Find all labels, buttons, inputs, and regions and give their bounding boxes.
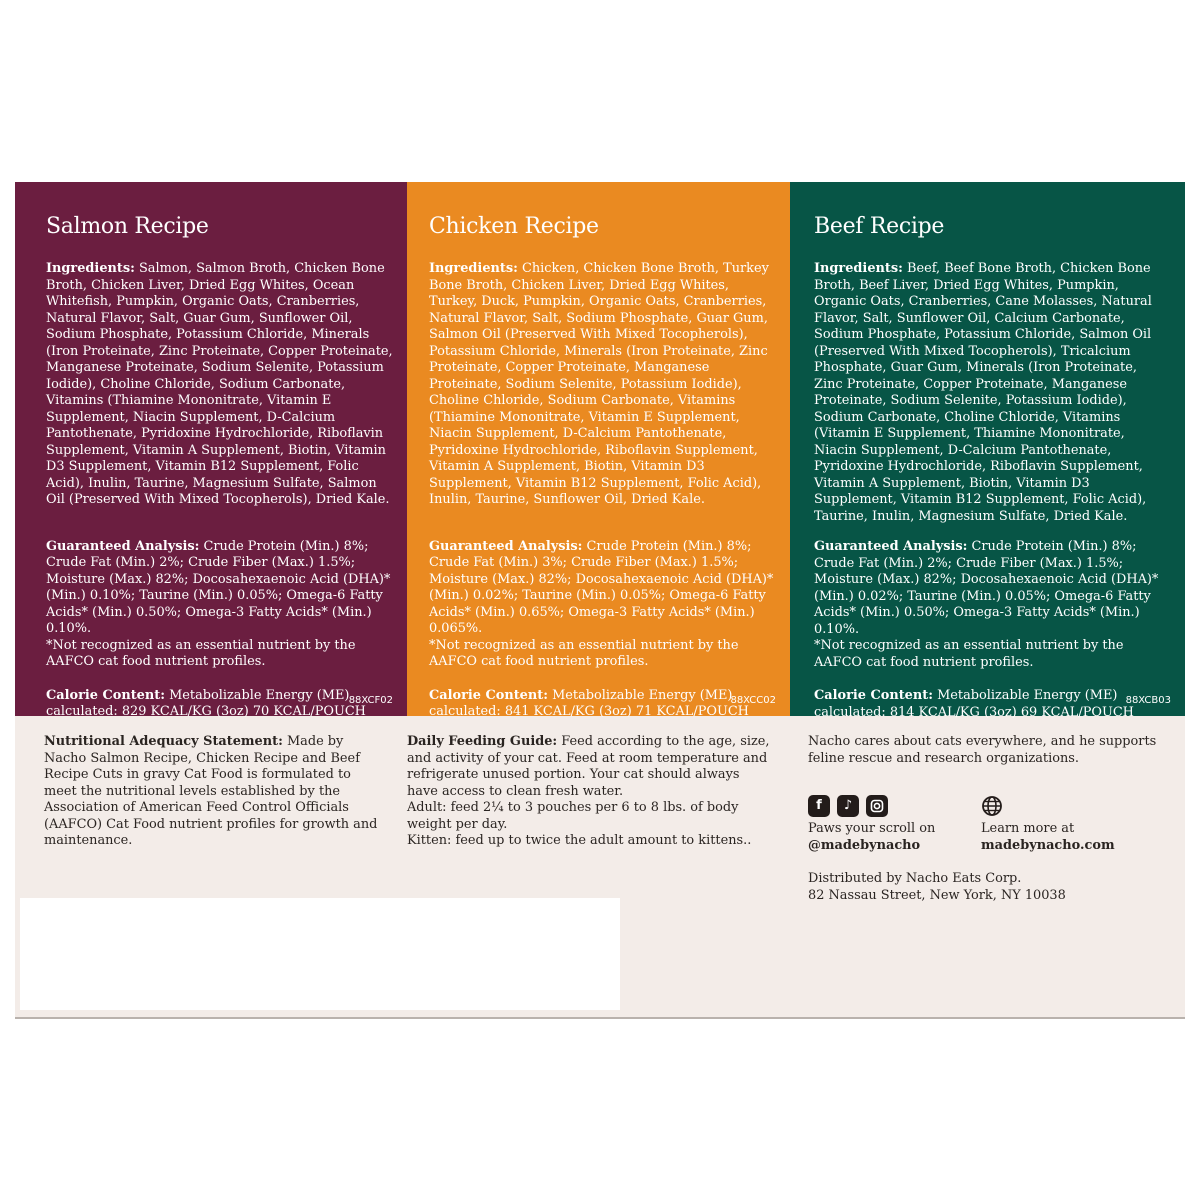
globe-icon xyxy=(981,795,1003,817)
ingredients xyxy=(46,261,393,509)
ingredients-label: Ingredients: xyxy=(814,261,903,276)
analysis-text: Crude Protein (Min.) 8%; Crude Fat (Min.) 2%; Crude Fiber (Max.) 1.5%; Moisture (Max.) 82%; Docosahexaenoic Acid (DHA)* (Min.) 0.02%; Taurine (Min.) 0.05%; Omega-6 Fatty Acids* (Min.) 0.50%; Omega-3 Fatty Acids* (Min.) 0.10%. xyxy=(814,539,1159,637)
aafco-note: *Not recognized as an essential nutrient by the AAFCO cat food nutrient profiles. xyxy=(46,637,356,669)
instagram-icon[interactable] xyxy=(866,795,888,817)
guaranteed-analysis xyxy=(46,539,393,638)
analysis-label: Guaranteed Analysis: xyxy=(814,539,968,554)
calorie-label: Calorie Content: xyxy=(814,688,933,703)
ingredients-text: Beef, Beef Bone Broth, Chicken Bone Broth, Beef Liver, Dried Egg Whites, Pumpkin, Organic Oats, Cranberries, Cane Molasses, Natural Flavor, Salt, Sunflower Oil, Calcium Carbonate, Sodium Phosphate, Potassium Chloride, Salmon Oil (Preserved With Mixed Tocopherols), Tricalcium Phosphate, Guar Gum, Minerals (Iron Proteinate, Zinc Proteinate, Copper Proteinate, Manganese Proteinate, Sodium Selenite, Potassium Iodide), Sodium Carbonate, Choline Chloride, Vitamins (Vitamin E Supplement, Thiamine Mononitrate, Niacin Supplement, D-Calcium Pantothenate, Pyridoxine Hydrochloride, Riboflavin Supplement, Vitamin A Supplement, Biotin, Vitamin D3 Supplement, Vitamin B12 Supplement, Folic Acid), Taurine, Inulin, Magnesium Sulfate, Dried Kale. xyxy=(814,261,1152,524)
analysis-label: Guaranteed Analysis: xyxy=(429,538,583,554)
web-url[interactable]: madebynacho.com xyxy=(981,837,1115,853)
ingredients xyxy=(429,261,776,509)
guaranteed-analysis xyxy=(429,539,776,638)
feeding-text: Feed according to the age, size, and activity of your cat. Feed at room temperature and refrigerate unused portion. Your cat should always have access to clean fresh water. xyxy=(407,734,770,799)
brand-intro: Nacho cares about cats everywhere, and he supports feline rescue and research organizations. xyxy=(808,734,1157,766)
address: 82 Nassau Street, New York, NY 10038 xyxy=(808,887,1066,903)
feeding-adult: Adult: feed 2¼ to 3 pouches per 6 to 8 lbs. of body weight per day. xyxy=(407,800,739,832)
chicken-panel xyxy=(407,182,790,719)
product-code: 88XCF02 xyxy=(348,695,393,706)
adequacy-label: Nutritional Adequacy Statement: xyxy=(44,734,283,749)
calorie-content xyxy=(814,688,1167,721)
analysis-text: Crude Protein (Min.) 8%; Crude Fat (Min.) 3%; Crude Fiber (Max.) 1.5%; Moisture (Max.) 82%; Docosahexaenoic Acid (DHA)* (Min.) 0.02%; Taurine (Min.) 0.05%; Omega-6 Fatty Acids* (Min.) 0.65%; Omega-3 Fatty Acids* (Min.) 0.065%. xyxy=(429,538,774,636)
adequacy-text: Made by Nacho Salmon Recipe, Chicken Recipe and Beef Recipe Cuts in gravy Cat Food is formulated to meet the nutritional levels established by the Association of American Feed Control Officials (AAFCO) Cat Food nutrient profiles for growth and maintenance. xyxy=(44,734,378,848)
product-code: 88XCC02 xyxy=(730,695,776,706)
feeding-label: Daily Feeding Guide: xyxy=(407,734,558,749)
guaranteed-analysis xyxy=(814,539,1167,638)
tiktok-icon[interactable]: ♪ xyxy=(837,795,859,817)
ingredients-label: Ingredients: xyxy=(46,261,135,276)
calorie-label: Calorie Content: xyxy=(429,687,548,703)
calorie-content xyxy=(46,688,393,721)
product-label xyxy=(15,182,1185,1019)
facebook-icon[interactable]: f xyxy=(808,795,830,817)
social-block xyxy=(808,779,981,854)
social-text: Paws your scroll on xyxy=(808,821,936,836)
beef-panel xyxy=(790,182,1185,720)
aafco-note: *Not recognized as an essential nutrient by the AAFCO cat food nutrient profiles. xyxy=(429,637,739,669)
product-code: 88XCB03 xyxy=(1125,695,1171,706)
feeding-intro xyxy=(407,734,772,800)
analysis-label: Guaranteed Analysis: xyxy=(46,538,200,554)
ingredients-text: Salmon, Salmon Broth, Chicken Bone Broth, Chicken Liver, Dried Egg Whites, Ocean Whitefish, Pumpkin, Organic Oats, Cranberries, Natural Flavor, Salt, Guar Gum, Sunflower Oil, Sodium Phosphate, Potassium Chloride, Minerals (Iron Proteinate, Zinc Proteinate, Copper Proteinate, Manganese Proteinate, Sodium Selenite, Potassium Iodide), Choline Chloride, Sodium Carbonate, Vitamins (Thiamine Mononitrate, Vitamin E Supplement, Niacin Supplement, D-Calcium Pantothenate, Pyridoxine Hydrochloride, Riboflavin Supplement, Vitamin A Supplement, Biotin, Vitamin D3 Supplement, Vitamin B12 Supplement, Folic Acid), Inulin, Taurine, Magnesium Sulfate, Salmon Oil (Preserved With Mixed Tocopherols), Dried Kale. xyxy=(46,261,393,507)
aafco-note: *Not recognized as an essential nutrient by the AAFCO cat food nutrient profiles. xyxy=(814,638,1124,670)
distributed-by: Distributed by Nacho Eats Corp. xyxy=(808,871,1022,886)
web-block xyxy=(981,779,1154,854)
calorie-text: Metabolizable Energy (ME) calculated: 814 KCAL/KG (3oz) 69 KCAL/POUCH xyxy=(814,688,1134,720)
panel-title: Beef Recipe xyxy=(814,214,945,239)
ingredients xyxy=(814,261,1167,525)
calorie-content xyxy=(429,688,776,721)
analysis-text: Crude Protein (Min.) 8%; Crude Fat (Min.) 2%; Crude Fiber (Max.) 1.5%; Moisture (Max.) 82%; Docosahexaenoic Acid (DHA)* (Min.) 0.10%; Taurine (Min.) 0.05%; Omega-6 Fatty Acids* (Min.) 0.50%; Omega-3 Fatty Acids* (Min.) 0.10%. xyxy=(46,538,391,636)
panel-title: Salmon Recipe xyxy=(46,214,209,239)
feeding-kitten: Kitten: feed up to twice the adult amount to kittens.. xyxy=(407,833,752,848)
panel-title: Chicken Recipe xyxy=(429,214,599,239)
calorie-text: Metabolizable Energy (ME) calculated: 829 KCAL/KG (3oz) 70 KCAL/POUCH xyxy=(46,687,366,719)
calorie-text: Metabolizable Energy (ME) calculated: 841 KCAL/KG (3oz) 71 KCAL/POUCH xyxy=(429,687,749,719)
brand-info xyxy=(808,734,1158,904)
social-handle[interactable]: @madebynacho xyxy=(808,837,921,853)
feeding-guide xyxy=(407,734,772,850)
blank-label-area xyxy=(20,898,620,1010)
ingredients-label: Ingredients: xyxy=(429,261,518,276)
web-text: Learn more at xyxy=(981,821,1075,836)
adequacy-statement xyxy=(44,734,379,850)
salmon-panel xyxy=(15,182,407,719)
ingredients-text: Chicken, Chicken Bone Broth, Turkey Bone Broth, Chicken Liver, Dried Egg Whites, Turkey, Duck, Pumpkin, Organic Oats, Cranberries, Natural Flavor, Salt, Sodium Phosphate, Guar Gum, Salmon Oil (Preserved With Mixed Tocopherols), Potassium Chloride, Minerals (Iron Proteinate, Zinc Proteinate, Copper Proteinate, Manganese Proteinate, Sodium Selenite, Potassium Iodide), Choline Chloride, Sodium Carbonate, Vitamins (Thiamine Mononitrate, Vitamin E Supplement, Niacin Supplement, D-Calcium Pantothenate, Pyridoxine Hydrochloride, Riboflavin Supplement, Vitamin A Supplement, Biotin, Vitamin D3 Supplement, Vitamin B12 Supplement, Folic Acid), Inulin, Taurine, Sunflower Oil, Dried Kale. xyxy=(429,261,769,507)
calorie-label: Calorie Content: xyxy=(46,687,165,703)
